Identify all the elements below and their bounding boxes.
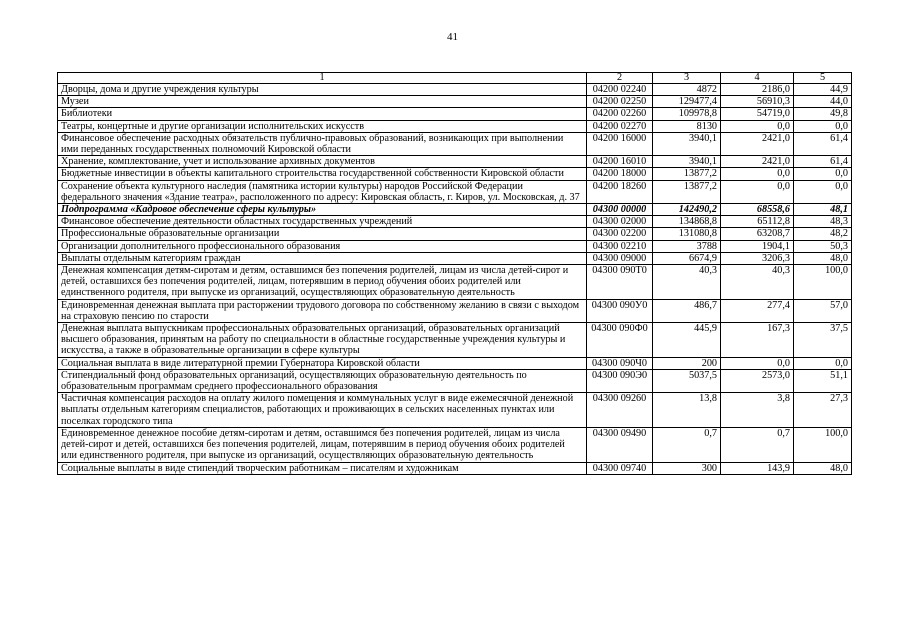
row-plan-cell: 129477,4 (653, 96, 721, 108)
column-header-percent: 5 (794, 73, 852, 84)
row-plan-cell: 200 (653, 357, 721, 369)
row-actual-cell: 3206,3 (721, 252, 794, 264)
row-percent-cell: 100,0 (794, 427, 852, 462)
row-code-cell: 04200 16010 (587, 156, 653, 168)
row-percent-cell: 61,4 (794, 156, 852, 168)
row-plan-cell: 40,3 (653, 265, 721, 300)
row-percent-cell: 61,4 (794, 132, 852, 155)
row-actual-cell: 68558,6 (721, 204, 794, 216)
table-body (58, 84, 852, 475)
table-row (58, 252, 852, 264)
row-code-cell: 04300 090Ф0 (587, 323, 653, 358)
row-plan-cell: 142490,2 (653, 204, 721, 216)
column-header-code: 2 (587, 73, 653, 84)
row-plan-cell: 134868,8 (653, 216, 721, 228)
row-actual-cell: 0,0 (721, 120, 794, 132)
table-row (58, 168, 852, 180)
row-plan-cell: 3940,1 (653, 156, 721, 168)
row-code-cell: 04200 02240 (587, 84, 653, 96)
row-actual-cell: 54719,0 (721, 108, 794, 120)
row-plan-cell: 4872 (653, 84, 721, 96)
row-percent-cell: 27,3 (794, 393, 852, 428)
table-row (58, 156, 852, 168)
row-actual-cell: 143,9 (721, 462, 794, 474)
row-name-cell: Музеи (58, 96, 587, 108)
row-percent-cell: 44,0 (794, 96, 852, 108)
row-actual-cell: 277,4 (721, 299, 794, 322)
budget-table (57, 72, 852, 475)
row-name-cell: Денежная компенсация детям-сиротам и детям, оставшимся без попечения родителей, лицам из числа детей-сирот и детей, оставшихся без попечения родителей, лицам, потерявшим в период обучения обоих родителей или единственного родителя, при выпуске из организаций, осуществляющих образовательную деятельность (58, 265, 587, 300)
row-plan-cell: 3940,1 (653, 132, 721, 155)
table-row (58, 265, 852, 300)
table-row (58, 462, 852, 474)
row-actual-cell: 2421,0 (721, 132, 794, 155)
table-row (58, 369, 852, 392)
table-row (58, 180, 852, 203)
table-row (58, 96, 852, 108)
column-header-name: 1 (58, 73, 587, 84)
row-actual-cell: 0,0 (721, 180, 794, 203)
table-row (58, 228, 852, 240)
row-percent-cell: 0,0 (794, 120, 852, 132)
row-code-cell: 04300 090Т0 (587, 265, 653, 300)
row-name-cell: Выплаты отдельным категориям граждан (58, 252, 587, 264)
table-row (58, 216, 852, 228)
row-name-cell: Финансовое обеспечение деятельности областных государственных учреждений (58, 216, 587, 228)
row-percent-cell: 51,1 (794, 369, 852, 392)
row-plan-cell: 300 (653, 462, 721, 474)
row-name-cell: Бюджетные инвестиции в объекты капитального строительства государственной собственности Кировской области (58, 168, 587, 180)
column-header-actual: 4 (721, 73, 794, 84)
row-name-cell: Сохранение объекта культурного наследия (памятника истории культуры) народов Российской Федерации федерального значения «Здание театра», расположенного по адресу: Кировская область, г. Киров, ул. Московская, д. 37 (58, 180, 587, 203)
row-actual-cell: 2573,0 (721, 369, 794, 392)
row-code-cell: 04300 090Э0 (587, 369, 653, 392)
row-actual-cell: 56910,3 (721, 96, 794, 108)
row-actual-cell: 2421,0 (721, 156, 794, 168)
row-plan-cell: 445,9 (653, 323, 721, 358)
row-percent-cell: 48,3 (794, 216, 852, 228)
row-name-cell: Дворцы, дома и другие учреждения культуры (58, 84, 587, 96)
row-name-cell: Театры, концертные и другие организации исполнительских искусств (58, 120, 587, 132)
row-name-cell: Стипендиальный фонд образовательных организаций, осуществляющих образовательную деятельность по образовательным программам среднего профессионального образования (58, 369, 587, 392)
row-name-cell: Социальные выплаты в виде стипендий творческим работникам – писателям и художникам (58, 462, 587, 474)
table-row (58, 120, 852, 132)
row-actual-cell: 1904,1 (721, 240, 794, 252)
row-plan-cell: 13877,2 (653, 180, 721, 203)
row-percent-cell: 48,1 (794, 204, 852, 216)
column-number-row (58, 73, 852, 84)
table-row (58, 427, 852, 462)
row-plan-cell: 8130 (653, 120, 721, 132)
table-row (58, 393, 852, 428)
row-name-cell: Профессиональные образовательные организации (58, 228, 587, 240)
row-name-cell: Частичная компенсация расходов на оплату жилого помещения и коммунальных услуг в виде ежемесячной денежной выплаты отдельным категориям специалистов, работающих и проживающих в сельских населенных пунктах или поселках городского типа (58, 393, 587, 428)
row-code-cell: 04300 02000 (587, 216, 653, 228)
row-percent-cell: 44,9 (794, 84, 852, 96)
row-percent-cell: 100,0 (794, 265, 852, 300)
row-name-cell: Подпрограмма «Кадровое обеспечение сферы культуры» (58, 204, 587, 216)
row-plan-cell: 131080,8 (653, 228, 721, 240)
row-percent-cell: 48,0 (794, 462, 852, 474)
row-percent-cell: 48,2 (794, 228, 852, 240)
row-actual-cell: 167,3 (721, 323, 794, 358)
table-row (58, 323, 852, 358)
row-code-cell: 04300 00000 (587, 204, 653, 216)
row-percent-cell: 48,0 (794, 252, 852, 264)
row-percent-cell: 0,0 (794, 180, 852, 203)
row-code-cell: 04200 18260 (587, 180, 653, 203)
row-percent-cell: 50,3 (794, 240, 852, 252)
row-code-cell: 04300 090У0 (587, 299, 653, 322)
row-code-cell: 04300 090Ч0 (587, 357, 653, 369)
row-actual-cell: 0,0 (721, 357, 794, 369)
row-actual-cell: 3,8 (721, 393, 794, 428)
row-code-cell: 04200 02250 (587, 96, 653, 108)
row-code-cell: 04300 09490 (587, 427, 653, 462)
row-name-cell: Финансовое обеспечение расходных обязательств публично-правовых образований, возникающих при выполнении ими переданных государственных полномочий Кировской области (58, 132, 587, 155)
table-row (58, 108, 852, 120)
row-plan-cell: 13877,2 (653, 168, 721, 180)
table-row (58, 240, 852, 252)
row-code-cell: 04300 02210 (587, 240, 653, 252)
row-plan-cell: 0,7 (653, 427, 721, 462)
row-plan-cell: 5037,5 (653, 369, 721, 392)
row-plan-cell: 486,7 (653, 299, 721, 322)
row-percent-cell: 0,0 (794, 168, 852, 180)
row-actual-cell: 40,3 (721, 265, 794, 300)
row-code-cell: 04300 09740 (587, 462, 653, 474)
row-actual-cell: 2186,0 (721, 84, 794, 96)
row-name-cell: Единовременная денежная выплата при расторжении трудового договора по собственному желанию в связи с выходом на страховую пенсию по старости (58, 299, 587, 322)
row-code-cell: 04300 02200 (587, 228, 653, 240)
row-percent-cell: 49,8 (794, 108, 852, 120)
row-name-cell: Социальная выплата в виде литературной премии Губернатора Кировской области (58, 357, 587, 369)
table-row (58, 132, 852, 155)
row-actual-cell: 0,0 (721, 168, 794, 180)
table-row (58, 299, 852, 322)
table-row-subprogram (58, 204, 852, 216)
row-actual-cell: 0,7 (721, 427, 794, 462)
row-name-cell: Библиотеки (58, 108, 587, 120)
row-name-cell: Хранение, комплектование, учет и использование архивных документов (58, 156, 587, 168)
column-header-plan: 3 (653, 73, 721, 84)
row-name-cell: Организации дополнительного профессионального образования (58, 240, 587, 252)
row-code-cell: 04200 18000 (587, 168, 653, 180)
row-name-cell: Денежная выплата выпускникам профессиональных образовательных организаций, образовательных организаций высшего образования, принятым на работу по специальности в областные государственные учреждения культуры и искусства, а также в образовательные организации в сфере культуры (58, 323, 587, 358)
row-plan-cell: 6674,9 (653, 252, 721, 264)
row-actual-cell: 63208,7 (721, 228, 794, 240)
row-percent-cell: 57,0 (794, 299, 852, 322)
row-plan-cell: 13,8 (653, 393, 721, 428)
row-code-cell: 04300 09000 (587, 252, 653, 264)
row-plan-cell: 109978,8 (653, 108, 721, 120)
row-actual-cell: 65112,8 (721, 216, 794, 228)
page-number: 41 (447, 31, 458, 43)
row-code-cell: 04200 16000 (587, 132, 653, 155)
row-percent-cell: 37,5 (794, 323, 852, 358)
table-row (58, 84, 852, 96)
row-name-cell: Единовременное денежное пособие детям-сиротам и детям, оставшимся без попечения родителей, лицам из числа детей-сирот и детей, оставшихся без попечения родителей, лицам, потерявшим в период обучения обоих родителей или единственного родителя, при выпуске из организаций, осуществляющих образовательную деятельность (58, 427, 587, 462)
row-code-cell: 04200 02260 (587, 108, 653, 120)
row-plan-cell: 3788 (653, 240, 721, 252)
table-row (58, 357, 852, 369)
row-code-cell: 04300 09260 (587, 393, 653, 428)
row-percent-cell: 0,0 (794, 357, 852, 369)
row-code-cell: 04200 02270 (587, 120, 653, 132)
